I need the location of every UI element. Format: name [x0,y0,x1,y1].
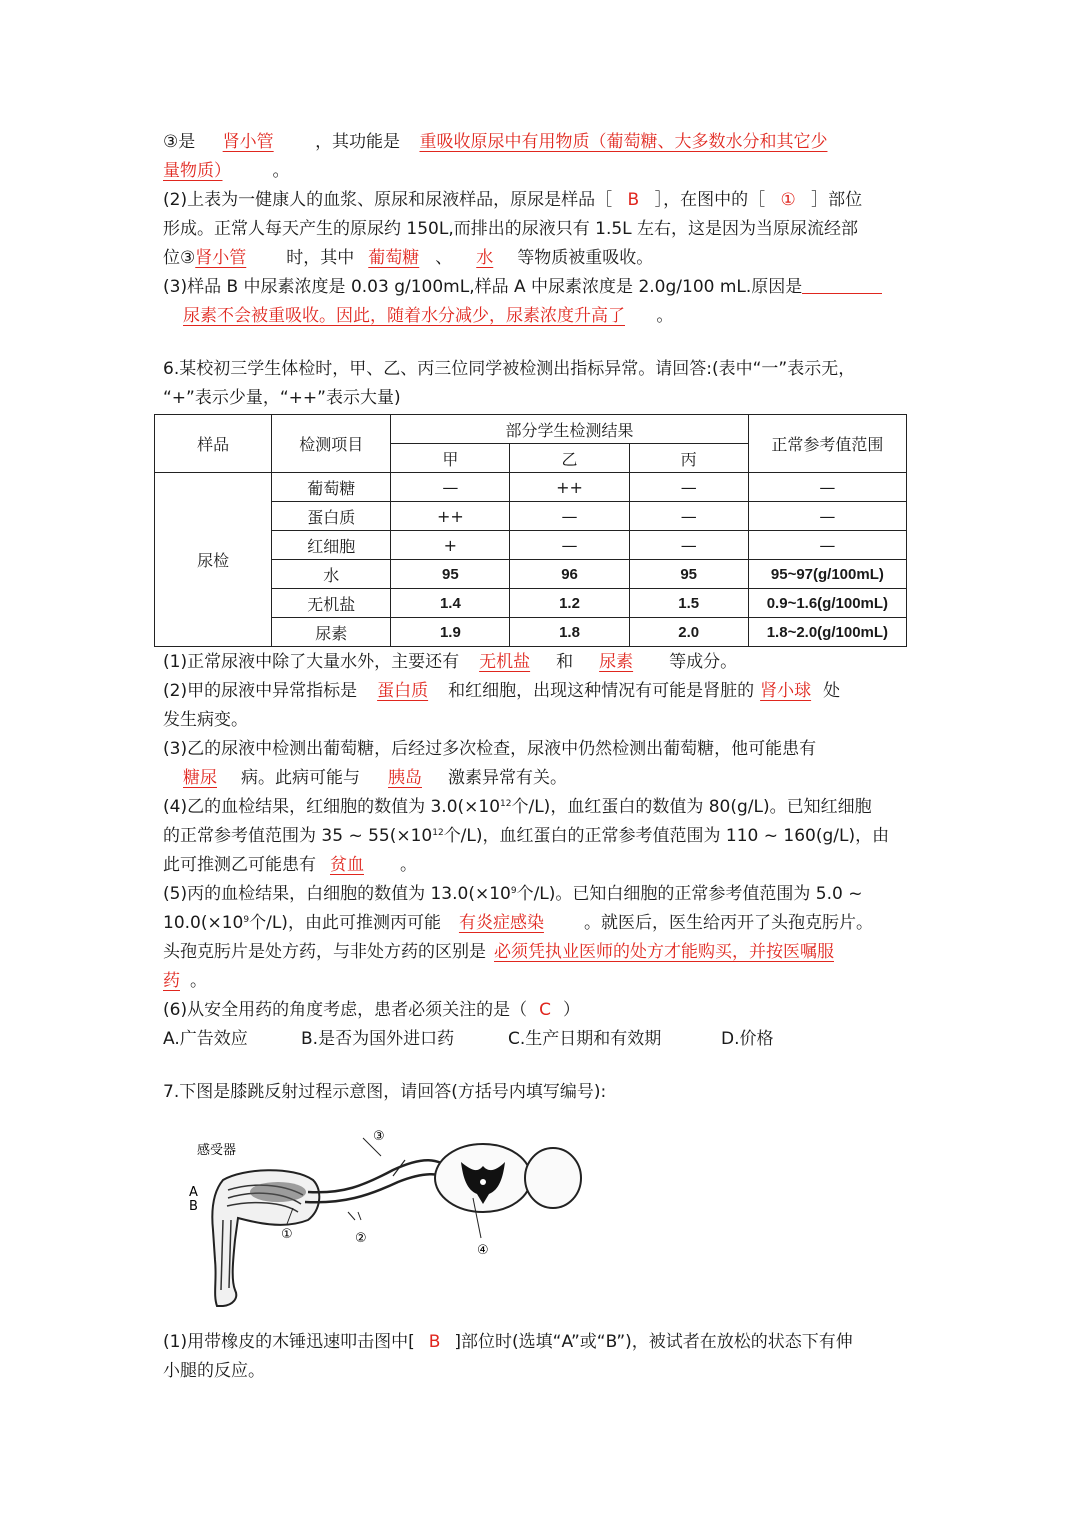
q6-text: 病。此病可能与 [241,768,360,788]
table-cell: 95 [391,560,510,589]
table-cell: — [510,502,629,531]
exponent: 9 [243,915,250,925]
q5-text: 。 [272,161,290,181]
table-cell: 1.8 [510,618,629,647]
q6-part1 [163,648,919,677]
q7-text: 小腿的反应。 [163,1361,265,1381]
q5-text: (3)样品 B 中尿素浓度是 0.03 g/100mL,样品 A 中尿素浓度是 2.0g/100 mL.原因是 [163,277,803,297]
q6-text: 处 [823,681,841,701]
q5-text: 形成。正常人每天产生的原尿约 150L,而排出的尿液只有 1.5L 左右，这是因为当原尿流经部 [163,219,859,239]
exponent: 12 [432,828,444,838]
q5-text: ］，在图中的［ [654,190,766,210]
table-cell: — [510,531,629,560]
table-header: 部分学生检测结果 [391,415,748,444]
q6-text: 10.0(×10 [163,913,244,933]
q6-text: 等成分。 [669,652,738,672]
q5-part2-line-1 [163,186,919,215]
q5-text: 时，其中 [286,248,355,268]
answer-text: 肾小管 [222,132,274,152]
table-cell: 蛋白质 [272,502,391,531]
q6-text: 激素异常有关。 [448,768,567,788]
q6-text: (2)甲的尿液中异常指标是 [163,681,358,701]
q6-options [163,1025,919,1054]
q6-part5-line-2 [163,909,919,938]
label-receptor: 感受器 [197,1143,237,1158]
label-a: A [189,1185,198,1200]
q6-part5-line-4 [163,967,919,996]
table-cell: 无机盐 [272,589,391,618]
q6-text: 个/L)。已知白细胞的正常参考值范围为 5.0 ~ [516,884,863,904]
answer-blank [802,275,882,294]
label-4: ④ [477,1243,489,1258]
q6-text: 个/L)，由此可推测丙可能 [249,913,441,933]
answer-text: ① [780,190,796,210]
table-cell: — [748,473,906,502]
table-row [155,473,907,502]
table-cell: 0.9~1.6(g/100mL) [748,589,906,618]
pointer-line [348,1212,355,1220]
table-cell: 1.4 [391,589,510,618]
q5-part3-line-1 [163,273,919,302]
answer-text: C [539,1000,551,1020]
q7-text: (1)用带橡皮的木锤迅速叩击图中[ [163,1332,415,1352]
table-cell: — [748,531,906,560]
q6-text: (3)乙的尿液中检测出葡萄糖，后经过多次检查，尿液中仍然检测出葡萄糖，他可能患有 [163,739,817,759]
table-cell: 1.8~2.0(g/100mL) [748,618,906,647]
q6-part4-line-2 [163,822,919,851]
table-cell: 95~97(g/100mL) [748,560,906,589]
q7-intro: 7.下图是膝跳反射过程示意图，请回答(方括号内填写编号): [163,1082,607,1102]
option-d: D.价格 [721,1029,774,1049]
answer-text: 尿素 [599,652,634,672]
table-cell: ++ [391,502,510,531]
q6-text: 的正常参考值范围为 35 ~ 55(×10 [163,826,433,846]
q6-text: 此可推测乙可能患有 [163,855,316,875]
q6-part4-line-1 [163,793,919,822]
answer-text: 贫血 [330,855,364,875]
central-canal [480,1179,486,1185]
afferent-nerve [308,1160,453,1192]
q5-part2-line-3 [163,244,919,273]
answer-text: 必须凭执业医师的处方才能购买，并按医嘱服 [494,942,834,962]
option-a: A.广告效应 [163,1029,248,1049]
q6-text: 个/L)，血红蛋白的正常参考值范围为 110 ~ 160(g/L)，由 [443,826,890,846]
q5-part3-line-2 [163,302,919,331]
table-header: 检测项目 [272,415,391,473]
table-cell: — [629,502,748,531]
table-cell: ++ [510,473,629,502]
table-header: 丙 [629,444,748,473]
vertebra [525,1148,581,1208]
answer-text: 胰岛 [388,768,422,788]
q5-text: ］部位 [811,190,863,210]
label-1: ① [281,1227,293,1242]
table-cell: — [391,473,510,502]
q5-text: 。 [656,306,674,326]
q5-line-2 [163,157,919,186]
q6-text: (1)正常尿液中除了大量水外，主要还有 [163,652,460,672]
q6-text: 头孢克肟片是处方药，与非处方药的区别是 [163,942,486,962]
table-header: 正常参考值范围 [748,415,906,473]
q6-text: 和红细胞，出现这种情况有可能是肾脏的 [448,681,755,701]
q6-intro: 6.某校初三学生体检时，甲、乙、丙三位同学被检测出指标异常。请回答:(表中“一”表示无， [163,359,856,379]
knee-reflex-diagram [183,1120,598,1315]
q6-text: (4)乙的血检结果，红细胞的数值为 3.0(×10 [163,797,501,817]
option-c: C.生产日期和有效期 [508,1029,662,1049]
label-2: ② [355,1231,367,1246]
q6-part5-line-1 [163,880,919,909]
table-cell: — [629,531,748,560]
table-cell: — [629,473,748,502]
q6-text: (5)丙的血检结果，白细胞的数值为 13.0(×10 [163,884,511,904]
answer-text: 糖尿 [183,768,217,788]
q6-text: 。就医后，医生给丙开了头孢克肟片。 [583,913,873,933]
answer-text: 蛋白质 [377,681,429,701]
exponent: 12 [500,799,512,809]
table-cell: + [391,531,510,560]
label-b: B [189,1199,198,1214]
answer-text: B [428,1332,441,1352]
answer-text: B [627,190,640,210]
table-header: 样品 [155,415,272,473]
option-b: B.是否为国外进口药 [301,1029,455,1049]
q5-text: 、 [435,248,453,268]
q5-text: 位③ [163,248,196,268]
q5-text: ③是 [163,132,196,152]
label-3: ③ [373,1129,385,1144]
table-cell: 水 [272,560,391,589]
table-cell: 95 [629,560,748,589]
answer-text: 尿素不会被重吸收。因此，随着水分减少，尿素浓度升高了 [183,306,625,326]
table-cell: 尿检 [155,473,272,647]
q6-text: 个/L)，血红蛋白的数值为 80(g/L)。已知红细胞 [511,797,872,817]
document-body [163,128,919,413]
table-cell: 尿素 [272,618,391,647]
q6-text: 发生病变。 [163,710,248,730]
pointer-line [358,1212,361,1220]
q5-text: (2)上表为一健康人的血浆、原尿和尿液样品，原尿是样品［ [163,190,613,210]
table-cell: 2.0 [629,618,748,647]
answer-text: 量物质） [163,161,223,181]
q6-text: 。 [190,971,207,991]
q6-text: ） [562,1000,580,1020]
table-cell: 1.5 [629,589,748,618]
urine-test-table [154,414,907,647]
table-cell: 1.2 [510,589,629,618]
q6-text: 。 [400,855,417,875]
q6-part5-line-3 [163,938,919,967]
answer-text: 重吸收原尿中有用物质（葡萄糖、大多数水分和其它少 [419,132,828,152]
exponent: 9 [510,886,517,896]
q5-text: ，其功能是 [315,132,401,152]
q6-part6 [163,996,919,1025]
table-header: 甲 [391,444,510,473]
table-cell: 96 [510,560,629,589]
answer-text: 葡萄糖 [368,248,420,268]
q6-intro: “+”表示少量，“++”表示大量) [163,388,401,408]
muscle-shading [250,1182,306,1202]
answer-text: 肾小管 [195,248,247,268]
q6-text: 和 [556,652,574,672]
q6-questions [163,648,919,1107]
q5-text: 等物质被重吸收。 [517,248,654,268]
table-cell: — [748,502,906,531]
q7-part1 [163,1328,919,1357]
q6-part4-line-3 [163,851,919,880]
table-cell: 红细胞 [272,531,391,560]
answer-text: 药 [163,971,180,991]
table-cell: 葡萄糖 [272,473,391,502]
q5-line-1 [163,128,919,157]
q6-part2 [163,677,919,706]
q7-questions [163,1328,919,1386]
table-header: 乙 [510,444,629,473]
answer-text: 肾小球 [760,681,812,701]
answer-text: 水 [476,248,494,268]
q6-text: (6)从安全用药的角度考虑，患者必须关注的是（ [163,1000,528,1020]
answer-text: 有炎症感染 [458,913,544,933]
table-cell: 1.9 [391,618,510,647]
q6-part3-line-2 [163,764,919,793]
q7-text: ]部位时(选填“A”或“B”)，被试者在放松的状态下有伸 [454,1332,853,1352]
answer-text: 无机盐 [479,652,531,672]
